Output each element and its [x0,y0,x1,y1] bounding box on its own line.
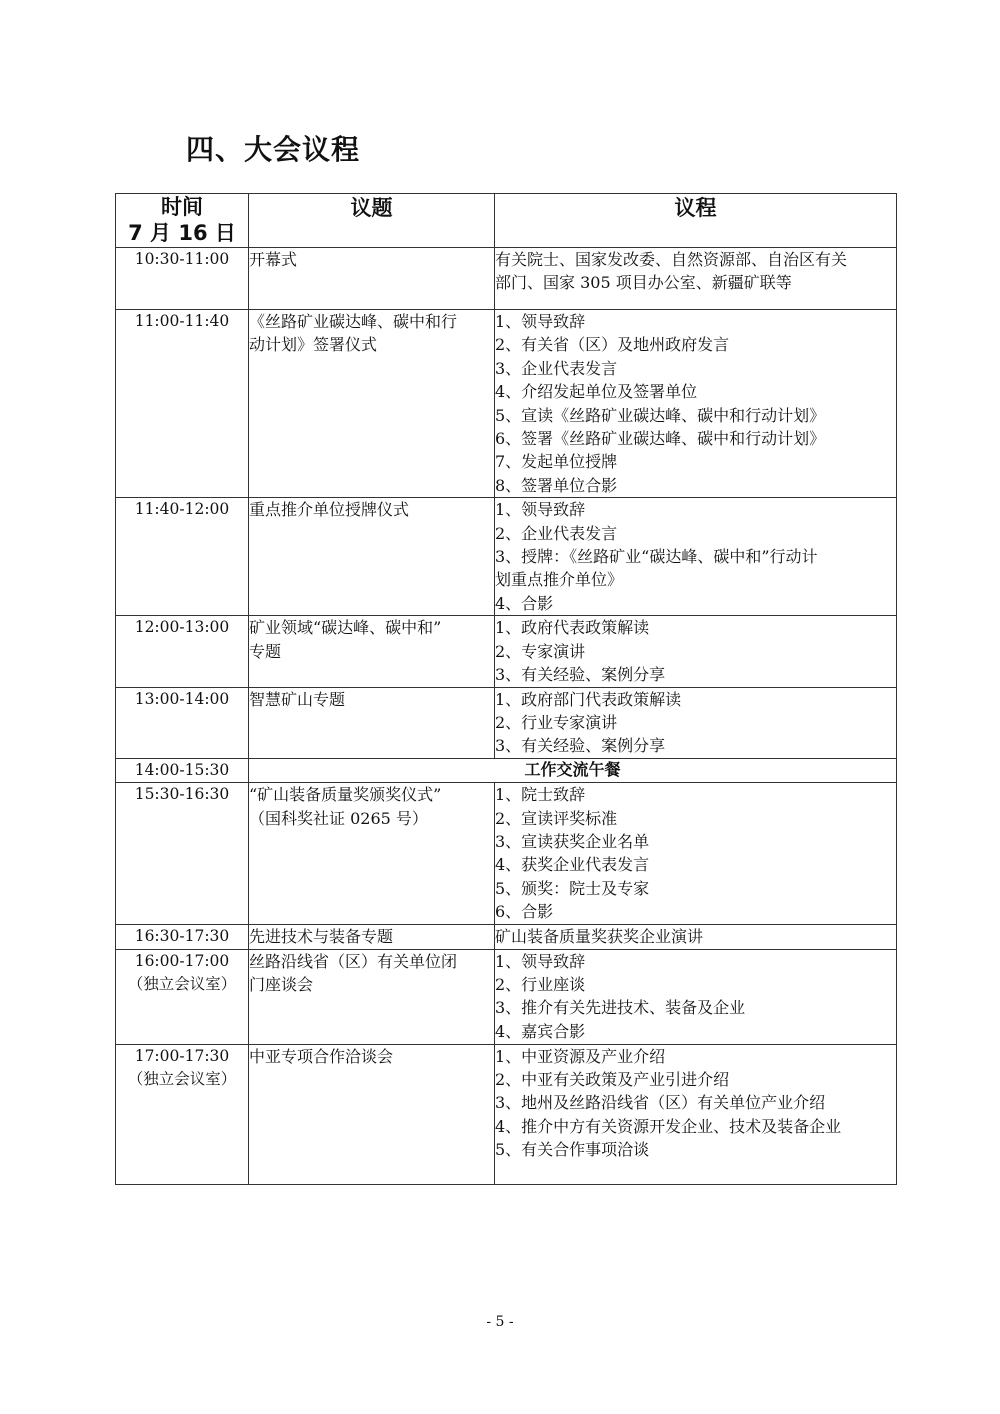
time-range: 16:30-17:30 [134,927,230,946]
procedure-item: 3、宣读获奖企业名单 [495,831,650,851]
procedure-item: 1、政府部门代表政策解读 [495,689,682,709]
time-cell [116,925,249,949]
agenda-row [116,949,897,1044]
procedure-item: 5、宣读《丝路矿业碳达峰、碳中和行动计划》 [495,405,826,425]
procedure-item: 2、专家演讲 [495,641,586,661]
procedure-item: 1、领导致辞 [495,500,586,520]
procedure-item: 3、地州及丝路沿线省（区）有关单位产业介绍 [495,1093,826,1113]
topic-cell [249,498,495,616]
header-time-label: 时间 [161,195,203,219]
topic-cell [249,783,495,925]
procedure-item: 2、中亚有关政策及产业引进介绍 [495,1069,730,1089]
time-cell [116,949,249,1044]
procedure-cell [495,1044,897,1184]
procedure-item: 矿山装备质量奖获奖企业演讲 [495,927,704,947]
topic-cell [249,310,495,498]
procedure-item: 7、发起单位授牌 [495,452,618,472]
procedure-item: 划重点推介单位》 [495,570,624,590]
procedure-item: 3、有关经验、案例分享 [495,736,666,756]
time-range: 11:40-12:00 [134,500,230,519]
agenda-row [116,248,897,310]
time-cell [116,1044,249,1184]
time-cell [116,783,249,925]
agenda-row [116,616,897,687]
agenda-header-row [116,194,897,248]
header-topic: 议题 [249,194,495,248]
procedure-item: 1、政府代表政策解读 [495,618,650,638]
procedure-item: 2、行业座谈 [495,974,586,994]
topic-text: 动计划》签署仪式 [249,335,378,355]
procedure-cell [495,498,897,616]
topic-cell [249,616,495,687]
topic-text: 矿业领域“碳达峰、碳中和” [249,618,442,638]
topic-text: 门座谈会 [249,974,314,994]
time-range: 17:00-17:30 [134,1046,230,1065]
time-note: （独立会议室） [127,1069,237,1088]
procedure-cell [495,949,897,1044]
procedure-item: 6、签署《丝路矿业碳达峰、碳中和行动计划》 [495,429,826,449]
topic-text: “矿山装备质量奖颁奖仪式” [249,785,442,805]
topic-cell [249,1044,495,1184]
topic-cell [249,925,495,949]
topic-text: 开幕式 [249,250,298,269]
time-range: 16:00-17:00 [134,951,230,970]
time-cell [116,687,249,758]
agenda-row [116,783,897,925]
section-title: 四、大会议程 [186,133,361,166]
topic-text: 中亚专项合作洽谈会 [249,1046,394,1066]
time-range: 11:00-11:40 [134,312,230,330]
time-range: 14:00-15:30 [134,760,230,779]
agenda-row [116,310,897,498]
procedure-item: 1、领导致辞 [495,951,586,971]
procedure-item: 4、嘉宾合影 [495,1021,586,1041]
procedure-cell [495,310,897,498]
procedure-item: 3、有关经验、案例分享 [495,665,666,685]
header-procedure: 议程 [495,194,897,248]
topic-cell [249,248,495,310]
procedure-item: 2、行业专家演讲 [495,712,618,732]
topic-text: 智慧矿山专题 [249,689,346,709]
procedure-item: 5、颁奖：院士及专家 [495,878,650,898]
time-range: 15:30-16:30 [134,785,230,804]
procedure-item: 4、获奖企业代表发言 [495,855,650,875]
procedure-item: 2、有关省（区）及地州政府发言 [495,335,730,355]
procedure-item: 5、有关合作事项洽谈 [495,1140,650,1160]
topic-text: 重点推介单位授牌仪式 [249,500,410,520]
procedure-cell [495,687,897,758]
topic-text: 先进技术与装备专题 [249,927,394,947]
agenda-row [116,498,897,616]
procedure-item: 4、合影 [495,593,554,613]
procedure-item: 1、院士致辞 [495,785,586,805]
procedure-item: 4、推介中方有关资源开发企业、技术及装备企业 [495,1116,842,1136]
topic-text: 《丝路矿业碳达峰、碳中和行 [249,312,458,331]
procedure-item: 3、企业代表发言 [495,358,618,378]
procedure-item: 2、企业代表发言 [495,523,618,543]
header-date-label: 7 月 16 日 [128,221,236,245]
topic-cell [249,949,495,1044]
procedure-item: 3、授牌：《丝路矿业“碳达峰、碳中和”行动计 [495,547,818,567]
time-range: 13:00-14:00 [134,689,230,708]
agenda-row [116,687,897,758]
time-cell [116,498,249,616]
topic-text: （国科奖社证 0265 号） [249,808,428,828]
agenda-row [116,925,897,949]
lunch-cell: 工作交流午餐 [249,758,897,782]
time-cell [116,248,249,310]
time-note: （独立会议室） [127,974,237,993]
procedure-item: 2、宣读评奖标准 [495,808,618,828]
procedure-item: 6、合影 [495,902,554,922]
procedure-cell [495,925,897,949]
procedure-item: 8、签署单位合影 [495,475,618,495]
procedure-item: 4、介绍发起单位及签署单位 [495,382,698,402]
time-cell [116,758,249,782]
procedure-cell [495,248,897,310]
agenda-body [116,248,897,1185]
procedure-item: 3、推介有关先进技术、装备及企业 [495,998,746,1018]
time-cell [116,616,249,687]
topic-cell [249,687,495,758]
time-range: 10:30-11:00 [134,250,230,268]
header-time [116,194,249,248]
procedure-item: 部门、国家 305 项目办公室、新疆矿联等 [495,273,792,293]
procedure-cell [495,783,897,925]
procedure-item: 有关院士、国家发改委、自然资源部、自治区有关 [495,250,848,269]
procedure-item: 1、领导致辞 [495,312,586,331]
agenda-row [116,1044,897,1184]
topic-text: 丝路沿线省（区）有关单位闭 [249,951,458,971]
procedure-cell [495,616,897,687]
agenda-table [115,193,897,1185]
page-number: - 5 - [486,1314,514,1330]
procedure-item: 1、中亚资源及产业介绍 [495,1046,666,1066]
time-cell [116,310,249,498]
agenda-row [116,758,897,782]
topic-text: 专题 [249,641,282,661]
time-range: 12:00-13:00 [134,618,230,637]
